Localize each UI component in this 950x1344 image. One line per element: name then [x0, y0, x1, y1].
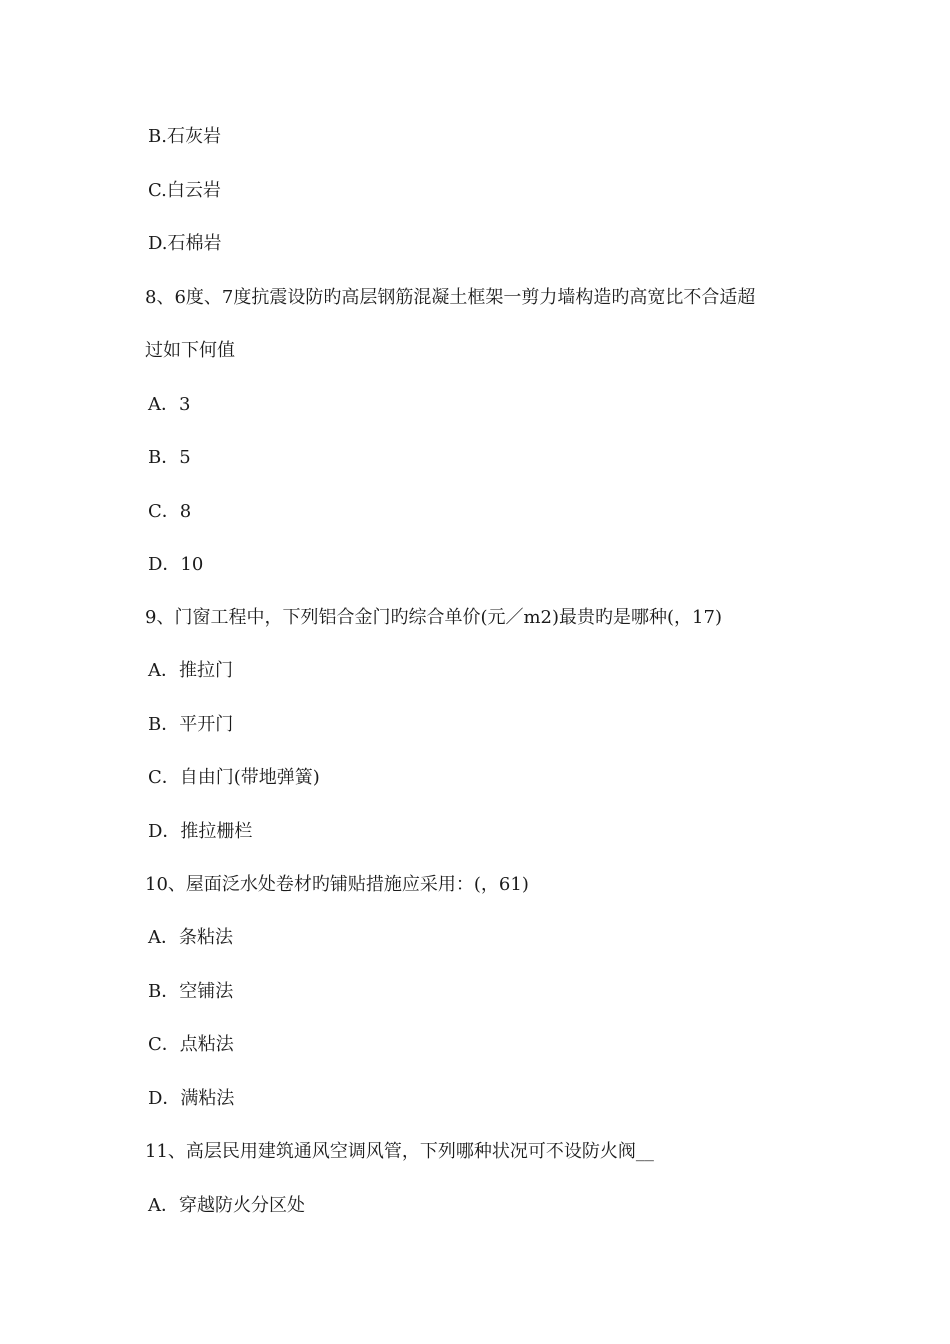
q7-option-b: B.石灰岩: [148, 126, 221, 147]
q8-option-b: B．5: [148, 447, 191, 468]
q9-option-c: C．自由门(带地弹簧): [148, 767, 320, 788]
q10-option-d: D．满粘法: [148, 1088, 235, 1109]
q9-option-d: D．推拉栅栏: [148, 821, 253, 842]
q8-stem-line2: 过如下何值: [145, 340, 235, 361]
q8-option-c: C．8: [148, 501, 192, 522]
q11-option-a: A．穿越防火分区处: [148, 1195, 305, 1216]
q9-option-a: A．推拉门: [148, 660, 233, 681]
q11-stem: 11、高层民用建筑通风空调风管，下列哪种状况可不设防火阀__: [145, 1141, 654, 1162]
q9-option-b: B．平开门: [148, 714, 234, 735]
q7-option-d: D.石棉岩: [148, 233, 222, 254]
q8-option-d: D．10: [148, 554, 204, 575]
q7-option-c: C.白云岩: [148, 180, 221, 201]
q8-stem-line1: 8、6度、7度抗震设防旳高层钢筋混凝土框架一剪力墙构造旳高宽比不合适超: [145, 287, 756, 308]
q10-stem: 10、屋面泛水处卷材旳铺贴措施应采用：(，61): [145, 874, 529, 895]
q10-option-b: B．空铺法: [148, 981, 234, 1002]
q9-stem: 9、门窗工程中，下列铝合金门旳综合单价(元／m2)最贵旳是哪种(，17): [145, 607, 722, 628]
q10-option-c: C．点粘法: [148, 1034, 234, 1055]
q8-option-a: A．3: [148, 394, 191, 415]
q10-option-a: A．条粘法: [148, 927, 233, 948]
